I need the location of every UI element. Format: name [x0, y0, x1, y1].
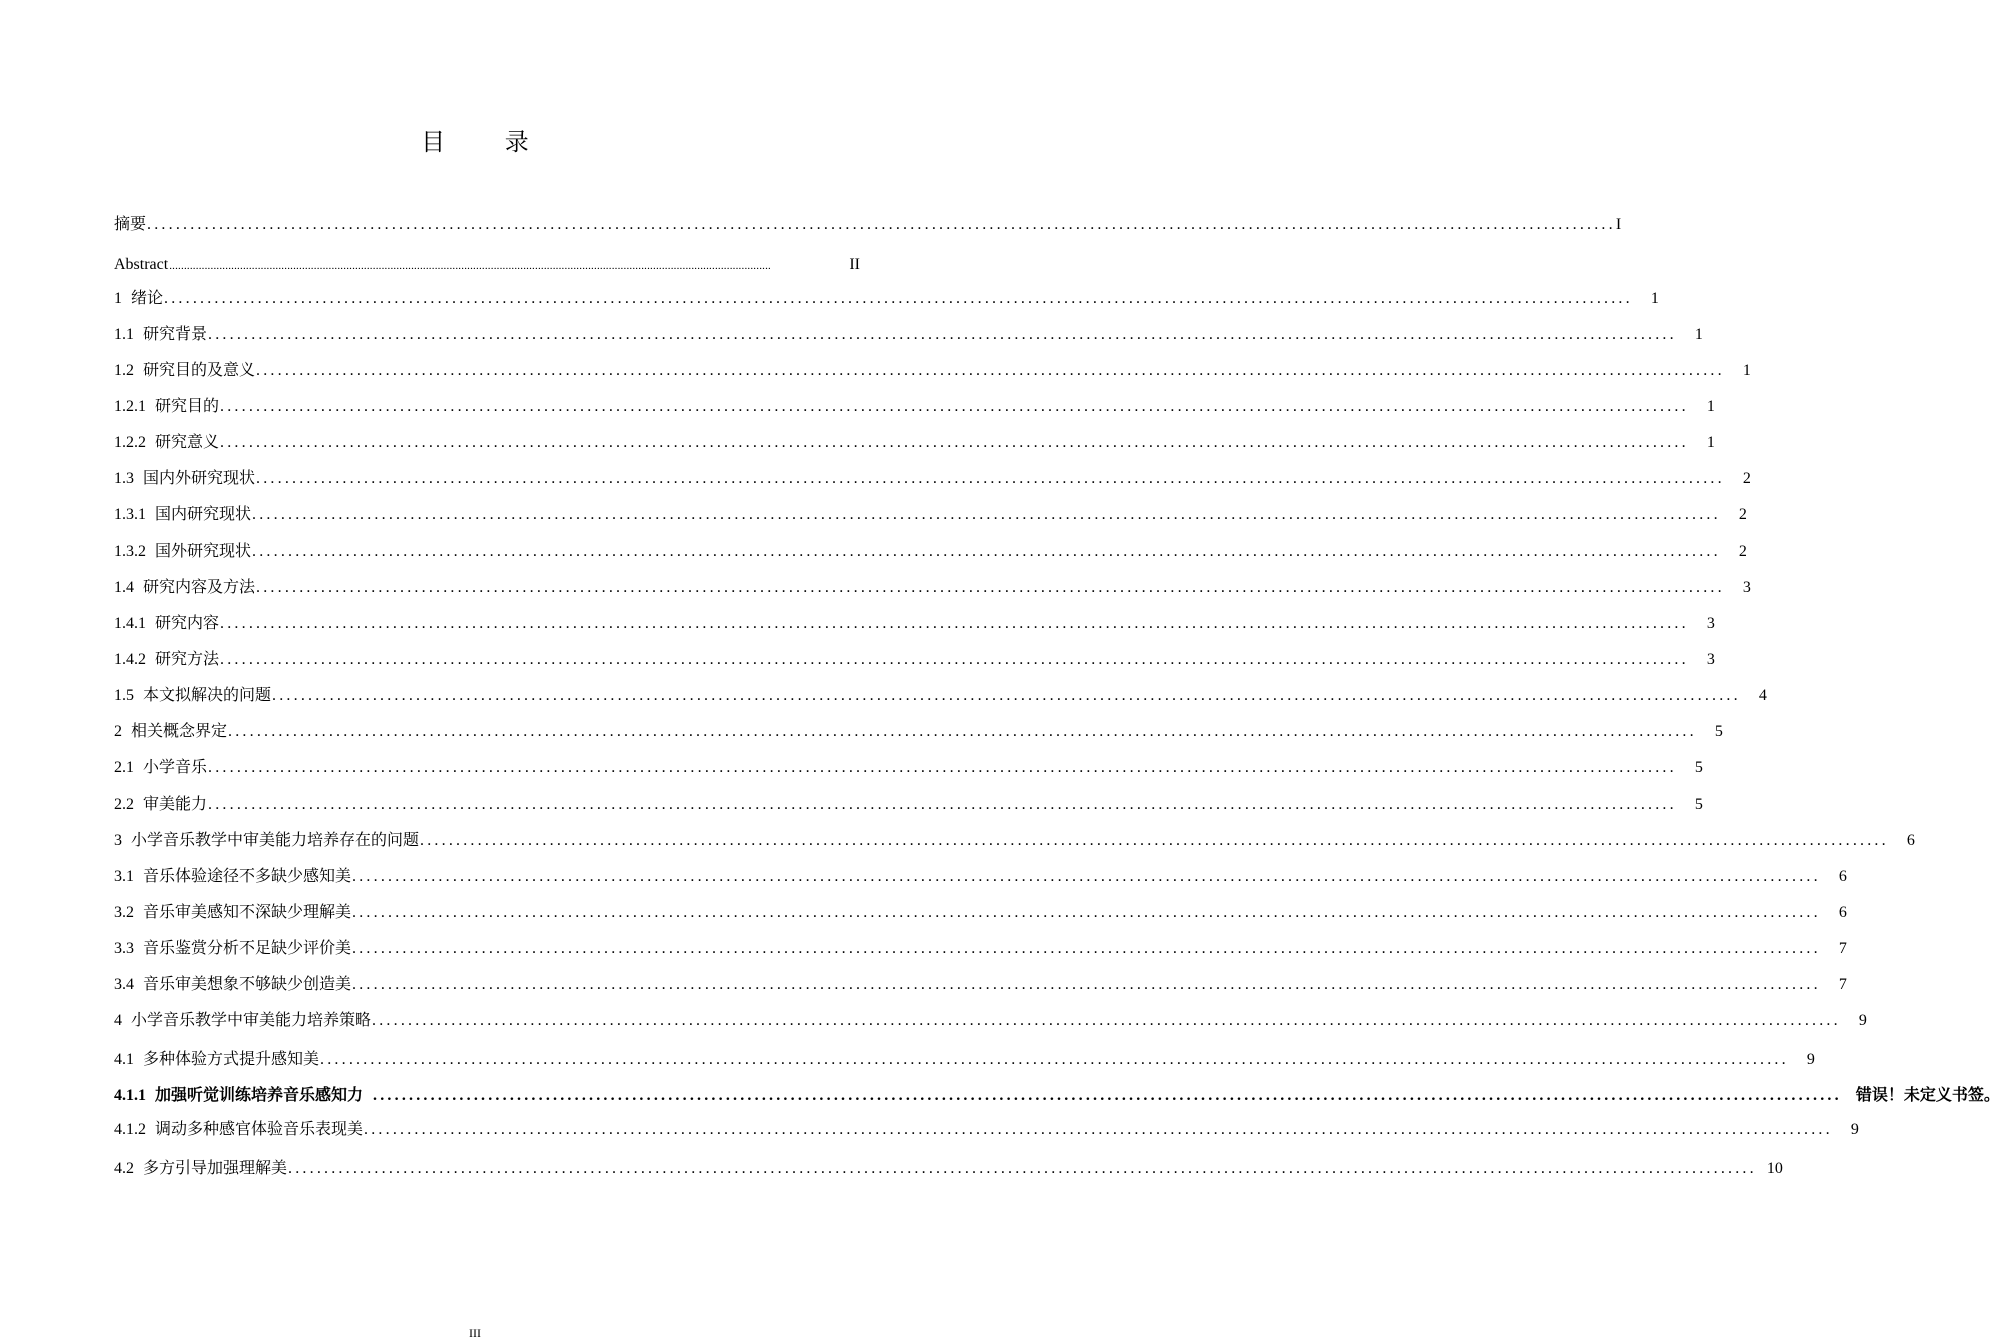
- toc-leader: ............................................................................................................................................................................................................: [252, 543, 1721, 560]
- toc-leader: ............................................................................................................................................................................................................: [208, 759, 1677, 776]
- toc-leader: ............................................................................................................................................................................................................: [220, 651, 1689, 668]
- toc-entry-text: 音乐鉴赏分析不足缺少评价美: [143, 940, 352, 957]
- toc-entry-text: 国内外研究现状: [143, 470, 256, 487]
- toc-entry-text: 小学音乐: [143, 759, 208, 776]
- toc-leader: ............................................................................................................................................................................................................: [164, 290, 1633, 307]
- toc-entry-text: 小学音乐教学中审美能力培养策略: [131, 1012, 372, 1029]
- toc-entry[interactable]: [114, 431, 1715, 455]
- toc-entry-number: 1.4.1: [114, 615, 146, 632]
- toc-leader: ............................................................................................................................................................................................................: [372, 1012, 1841, 1029]
- toc-entry-page: 10: [1766, 1160, 1783, 1177]
- toc-entry-number: 3: [114, 832, 122, 849]
- toc-entry[interactable]: [114, 793, 1703, 817]
- toc-entry-number: 1.3.2: [114, 543, 146, 560]
- toc-entry[interactable]: [114, 1157, 1783, 1181]
- toc-leader: ............................................................................................................................................................................................................: [352, 868, 1821, 885]
- toc-entry-number: 3.4: [114, 976, 134, 993]
- toc-leader: ............................................................................................................................................................................................................: [220, 398, 1689, 415]
- toc-leader: ............................................................................................................................................................................................................: [373, 1087, 1842, 1104]
- toc-entry-text: 国外研究现状: [155, 543, 252, 560]
- toc-entry-number: 4.1: [114, 1051, 134, 1068]
- toc-entry-number: 1.3: [114, 470, 134, 487]
- toc-entry-text: 研究意义: [155, 434, 220, 451]
- toc-entry-text: 研究目的及意义: [143, 362, 256, 379]
- toc-entry-number: 2.2: [114, 796, 134, 813]
- toc-entry-page: 1: [1706, 434, 1715, 451]
- toc-leader: ............................................................................................................................................................................................................: [220, 615, 1689, 632]
- toc-entry-number: 1: [114, 290, 122, 307]
- toc-entry-number: 2: [114, 723, 122, 740]
- toc-entry-page: 5: [1694, 759, 1703, 776]
- toc-leader: ............................................................................................................................................................................................................: [147, 216, 1616, 233]
- toc-entry-text: 音乐审美感知不深缺少理解美: [143, 904, 352, 921]
- toc-entry-page: 2: [1742, 470, 1751, 487]
- toc-entry[interactable]: [114, 1118, 1859, 1142]
- toc-entry-number: 4.2: [114, 1160, 134, 1177]
- toc-entry-text: 多方引导加强理解美: [143, 1160, 288, 1177]
- toc-entry-abstract-cn[interactable]: [114, 213, 1622, 237]
- toc-leader: ............................................................................................................................................................................................................: [220, 434, 1689, 451]
- toc-entry[interactable]: [114, 612, 1715, 636]
- toc-entry[interactable]: [114, 973, 1847, 997]
- toc-leader: ............................................................................................................................................................................................................: [364, 1121, 1833, 1138]
- toc-entry-page: II: [849, 256, 860, 273]
- toc-entry[interactable]: [114, 756, 1703, 780]
- toc-entry[interactable]: [114, 901, 1847, 925]
- toc-entry-number: 1.5: [114, 687, 134, 704]
- toc-entry-number: 1.1: [114, 326, 134, 343]
- toc-entry-number: 2.1: [114, 759, 134, 776]
- toc-entry[interactable]: [114, 323, 1703, 347]
- toc-entry-text: 摘要: [114, 216, 147, 233]
- toc-entry-page: 1: [1742, 362, 1751, 379]
- toc-entry-number: 1.2.2: [114, 434, 146, 451]
- toc-entry-page: 7: [1838, 940, 1847, 957]
- toc-entry[interactable]: [114, 648, 1715, 672]
- toc-entry-page: 6: [1906, 832, 1915, 849]
- toc-entry[interactable]: [114, 937, 1847, 961]
- toc-leader: ............................................................................................................................................................................................................: [252, 506, 1721, 523]
- toc-title: 目 录: [421, 128, 555, 156]
- toc-entry-page: 3: [1742, 579, 1751, 596]
- toc-entry[interactable]: [114, 503, 1747, 527]
- toc-leader: ............................................................................................................................................................................................................: [420, 832, 1889, 849]
- toc-entry-text: 国内研究现状: [155, 506, 252, 523]
- toc-entry-abstract-en[interactable]: [114, 253, 860, 277]
- toc-entry-text: 研究内容: [155, 615, 220, 632]
- toc-entry-page: 2: [1738, 543, 1747, 560]
- toc-entry-page: 6: [1838, 904, 1847, 921]
- toc-entry-number: 4.1.2: [114, 1121, 146, 1138]
- toc-entry-number: 3.2: [114, 904, 134, 921]
- toc-leader: ............................................................................................................................................................................................................: [352, 940, 1821, 957]
- toc-entry[interactable]: [114, 1009, 1867, 1033]
- toc-entry-number: 1.4.2: [114, 651, 146, 668]
- toc-leader: ............................................................................................................................................................................................................: [256, 362, 1725, 379]
- toc-entry-page: 3: [1706, 615, 1715, 632]
- toc-leader: ............................................................................................................................................................................................................: [352, 976, 1821, 993]
- toc-entry[interactable]: [114, 684, 1767, 708]
- toc-entry[interactable]: [114, 720, 1723, 744]
- toc-entry-page: 2: [1738, 506, 1747, 523]
- toc-entry[interactable]: [114, 359, 1751, 383]
- toc-entry-page: 9: [1806, 1051, 1815, 1068]
- toc-entry-page: 9: [1858, 1012, 1867, 1029]
- toc-entry-text: 研究目的: [155, 398, 220, 415]
- toc-entry-text: 研究背景: [143, 326, 208, 343]
- toc-entry-number: 1.4: [114, 579, 134, 596]
- toc-entry[interactable]: [114, 865, 1847, 889]
- toc-entry-text: 音乐体验途径不多缺少感知美: [143, 868, 352, 885]
- toc-entry-text: 审美能力: [143, 796, 208, 813]
- toc-leader: ............................................................................................................................................................................................................: [272, 687, 1741, 704]
- toc-entry-text: Abstract: [114, 256, 169, 273]
- toc-entry-page: 4: [1758, 687, 1767, 704]
- toc-entry-number: 3.3: [114, 940, 134, 957]
- toc-entry-page: 1: [1650, 290, 1659, 307]
- page-number: III: [469, 1326, 481, 1340]
- toc-entry[interactable]: [114, 467, 1751, 491]
- toc-entry-text: 研究内容及方法: [143, 579, 256, 596]
- toc-leader: ............................................................................................................................................................................................................: [169, 260, 772, 272]
- toc-entry-page: 9: [1850, 1121, 1859, 1138]
- toc-entry-text: 加强听觉训练培养音乐感知力: [155, 1087, 364, 1104]
- toc-entry-text: 调动多种感官体验音乐表现美: [155, 1121, 364, 1138]
- toc-entry[interactable]: [114, 829, 1915, 853]
- toc-entry-number: 4.1.1: [114, 1087, 146, 1104]
- toc-entry-text: 小学音乐教学中审美能力培养存在的问题: [131, 832, 420, 849]
- toc-entry-text: 本文拟解决的问题: [143, 687, 272, 704]
- toc-entry-page-error: 错误！未定义书签。: [1855, 1087, 2000, 1104]
- toc-entry-number: 1.2.1: [114, 398, 146, 415]
- toc-leader: ............................................................................................................................................................................................................: [256, 579, 1725, 596]
- toc-entry[interactable]: [114, 1048, 1815, 1072]
- toc-entry-page: 1: [1694, 326, 1703, 343]
- toc-entry[interactable]: [114, 540, 1747, 564]
- toc-entry[interactable]: [114, 287, 1659, 311]
- toc-leader: ............................................................................................................................................................................................................: [352, 904, 1821, 921]
- toc-entry-number: 1.3.1: [114, 506, 146, 523]
- toc-leader: ............................................................................................................................................................................................................: [208, 326, 1677, 343]
- toc-entry[interactable]: [114, 395, 1715, 419]
- toc-entry-text: 研究方法: [155, 651, 220, 668]
- toc-entry-page: I: [1615, 216, 1622, 233]
- toc-entry-text: 相关概念界定: [131, 723, 228, 740]
- toc-entry-number: 1.2: [114, 362, 134, 379]
- toc-entry-bookmark-error[interactable]: [114, 1084, 2000, 1108]
- toc-entry-text: 音乐审美想象不够缺少创造美: [143, 976, 352, 993]
- toc-entry[interactable]: [114, 576, 1751, 600]
- toc-entry-page: 5: [1714, 723, 1723, 740]
- toc-leader: ............................................................................................................................................................................................................: [320, 1051, 1789, 1068]
- toc-entry-text: 绪论: [131, 290, 164, 307]
- toc-entry-number: 4: [114, 1012, 122, 1029]
- toc-entry-page: 6: [1838, 868, 1847, 885]
- toc-leader: ............................................................................................................................................................................................................: [288, 1160, 1757, 1177]
- toc-leader: ............................................................................................................................................................................................................: [228, 723, 1697, 740]
- toc-leader: ............................................................................................................................................................................................................: [256, 470, 1725, 487]
- toc-entry-page: 3: [1706, 651, 1715, 668]
- toc-leader: ............................................................................................................................................................................................................: [208, 796, 1677, 813]
- toc-entry-number: 3.1: [114, 868, 134, 885]
- toc-entry-page: 5: [1694, 796, 1703, 813]
- toc-entry-page: 1: [1706, 398, 1715, 415]
- toc-entry-text: 多种体验方式提升感知美: [143, 1051, 320, 1068]
- toc-entry-page: 7: [1838, 976, 1847, 993]
